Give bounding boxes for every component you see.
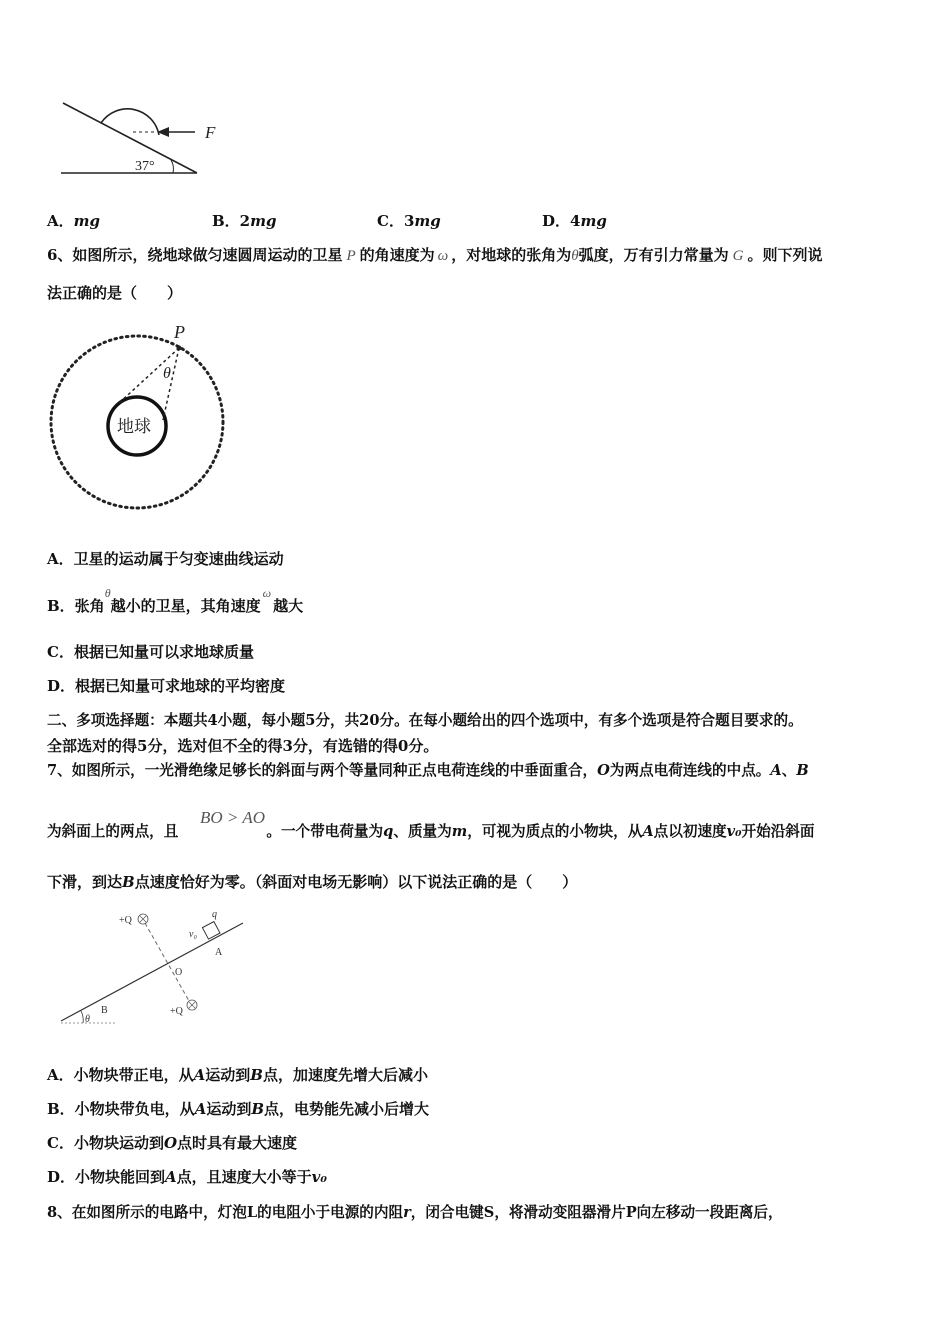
q6-option-a: A．卫星的运动属于匀变速曲线运动: [47, 550, 284, 568]
charge-connecting-line: [145, 923, 189, 1001]
incline-force-figure: [55, 95, 235, 180]
incline-line: [63, 103, 197, 173]
q5-option-d: D．4mg: [542, 212, 607, 230]
block-v0-label: v₀: [189, 929, 197, 940]
q6-option-d: D．根据已知量可求地球的平均密度: [47, 677, 286, 695]
bottom-charge-label: +Q: [170, 1006, 183, 1017]
q7-stem-line2: 为斜面上的两点，且 。一个带电荷量为q、质量为m，可视为质点的小物块，从A点以初速度v₀开始沿斜面: [47, 823, 815, 840]
force-label: F: [205, 123, 216, 142]
q7-inequality: BO > AO: [200, 808, 265, 827]
q5-option-c: C．3mg: [377, 212, 441, 230]
angle-label: 37°: [135, 159, 155, 174]
satellite-p-label: P: [174, 322, 185, 342]
incline-line: [61, 923, 243, 1021]
point-o-label: O: [175, 967, 183, 978]
q5-option-b: B．2mg: [212, 212, 277, 230]
incline-charges-figure: [55, 903, 255, 1028]
q7-stem-line3: 下滑，到达B点速度恰好为零。（斜面对电场无影响）以下说法正确的是（ ）: [47, 873, 578, 891]
q6-option-b: B．张角$^\theta$越小的卫星，其角速度$^\omega$越大: [47, 586, 304, 615]
theta-label: θ: [85, 1014, 90, 1025]
force-arrowhead-icon: [157, 127, 169, 137]
incline-angle-arc: [81, 1011, 83, 1023]
earth-label: 地球: [117, 417, 151, 436]
satellite-orbit-figure: [45, 318, 230, 518]
satellite-point: [177, 346, 182, 351]
block-q-label: q: [212, 909, 217, 920]
q7-option-c: C．小物块运动到O点时具有最大速度: [47, 1134, 298, 1152]
q7-option-b: B．小物块带负电，从A运动到B点，电势能先减小后增大: [47, 1100, 430, 1118]
q7-option-d: D．小物块能回到A点，且速度大小等于v₀: [47, 1168, 327, 1186]
section2-heading-line2: 全部选对的得5分，选对但不全的得3分，有选错的得0分。: [47, 737, 439, 755]
q5-option-a: A．mg: [47, 212, 101, 230]
point-b-label: B: [101, 1005, 108, 1016]
tangent-line-right: [163, 348, 179, 420]
angle-arc: [171, 160, 173, 173]
q8-stem-line1: 8、在如图所示的电路中，灯泡L的电阻小于电源的内阻r，闭合电键S，将滑动变阻器滑片P向左移动一段距离后，: [47, 1204, 783, 1221]
q7-stem-line1: 7、如图所示，一光滑绝缘足够长的斜面与两个等量同种正点电荷连线的中垂面重合，O为两点电荷连线的中点。A、B: [47, 762, 809, 779]
half-circle: [101, 109, 159, 135]
point-a-label: A: [215, 947, 223, 958]
section2-heading-line1: 二、多项选择题：本题共4小题，每小题5分，共20分。在每小题给出的四个选项中，有多个选项是符合题目要求的。: [47, 712, 803, 729]
q6-stem-line1: 6、如图所示，绕地球做匀速圆周运动的卫星 P 的角速度为 ω ，对地球的张角为θ弧度，万有引力常量为 G 。则下列说: [47, 246, 823, 264]
top-charge-label: +Q: [119, 915, 132, 926]
angle-theta-label: θ: [163, 365, 171, 382]
q6-stem-line2: 法正确的是（ ）: [47, 284, 183, 302]
q7-option-a: A．小物块带正电，从A运动到B点，加速度先增大后减小: [47, 1066, 428, 1084]
q6-option-c: C．根据已知量可以求地球质量: [47, 643, 254, 661]
